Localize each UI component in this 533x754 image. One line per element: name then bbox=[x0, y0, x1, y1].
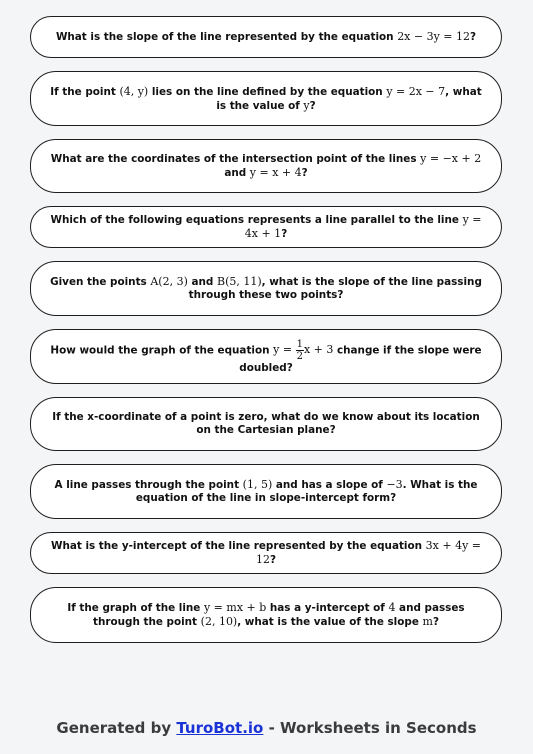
question-text: If the x-coordinate of a point is zero, what do we know about its location on the Cartesian plane? bbox=[52, 411, 480, 436]
question-card bbox=[30, 261, 502, 316]
math-expression: 3x + 4y = 12 bbox=[255, 539, 481, 566]
math-expression: B(5, 11) bbox=[216, 275, 262, 288]
question-card bbox=[30, 206, 502, 248]
question-card bbox=[30, 71, 502, 126]
fraction: $\frac{1}{2}$ bbox=[296, 338, 303, 362]
question-card bbox=[30, 16, 502, 58]
math-expression: m bbox=[422, 615, 433, 628]
math-expression: (4, y) bbox=[119, 84, 149, 98]
footer-suffix: - Worksheets in Seconds bbox=[263, 719, 477, 737]
math-expression: y = mx + b bbox=[203, 601, 267, 614]
math-expression: y = 2x − 7 bbox=[386, 84, 446, 98]
math-expression: (1, 5) bbox=[242, 478, 273, 491]
question-card bbox=[30, 329, 502, 384]
math-expression: (2, 10) bbox=[200, 615, 238, 628]
math-expression: A(2, 3) bbox=[150, 275, 188, 288]
question-card bbox=[30, 587, 502, 643]
question-card bbox=[30, 139, 502, 193]
footer-credit bbox=[0, 719, 533, 737]
question-list bbox=[30, 16, 502, 656]
question-card bbox=[30, 397, 502, 451]
question-text: Which of the following equations represents a line parallel to the line y = 4x + 1? bbox=[50, 213, 482, 240]
question-card bbox=[30, 464, 502, 519]
question-text: A line passes through the point (1, 5) and has a slope of −3. What is the equation of the line in slope-intercept form? bbox=[54, 478, 478, 504]
math-expression: 2x − 3y = 12 bbox=[397, 30, 471, 43]
math-expression: −3 bbox=[386, 478, 403, 491]
math-expression: y = −x + 2 bbox=[420, 152, 482, 165]
question-text: What is the y-intercept of the line represented by the equation 3x + 4y = 12? bbox=[50, 539, 481, 566]
question-text: If the point (4, y) lies on the line defined by the equation y = 2x − 7, what is the value of y? bbox=[50, 84, 482, 112]
question-text: What are the coordinates of the intersection point of the lines y = −x + 2 and y = x + 4? bbox=[50, 152, 482, 179]
math-expression: 4 bbox=[388, 601, 396, 614]
question-text: How would the graph of the equation y = $\frac{1}{2}$ x + 3 change if the slope were doubled? bbox=[50, 338, 482, 374]
footer-prefix: Generated by bbox=[56, 719, 177, 737]
question-text: Given the points A(2, 3) and B(5, 11), what is the slope of the line passing through these two points? bbox=[50, 275, 482, 301]
question-card bbox=[30, 532, 502, 574]
math-expression: y = 4x + 1 bbox=[244, 213, 482, 240]
math-expression: y = $\frac{1}{2}$ x + 3 bbox=[273, 338, 334, 362]
question-text: What is the slope of the line represented by the equation 2x − 3y = 12? bbox=[55, 30, 477, 43]
math-expression: y bbox=[303, 98, 310, 112]
question-text: If the graph of the line y = mx + b has a y-intercept of 4 and passes through the point (2, 10), what is the value of the slope m? bbox=[67, 601, 465, 628]
turobot-link[interactable]: TuroBot.io bbox=[176, 719, 264, 737]
math-expression: y = x + 4 bbox=[249, 166, 302, 179]
